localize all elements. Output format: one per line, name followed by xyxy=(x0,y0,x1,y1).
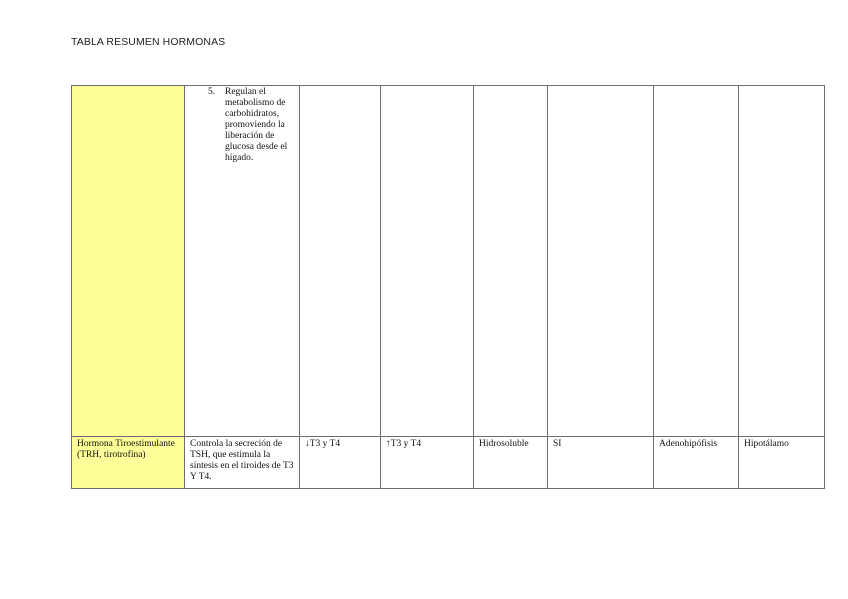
hormone-summary-table xyxy=(71,85,825,489)
solubility-cell: Hidrosoluble xyxy=(474,437,548,489)
origin-cell xyxy=(739,86,825,437)
function-cell xyxy=(185,86,300,437)
target-cell: Adenohipófisis xyxy=(654,437,739,489)
table-row xyxy=(72,437,825,489)
hormone-name-cell xyxy=(72,86,185,437)
solubility-cell xyxy=(474,86,548,437)
stimulus-cell: ↓T3 y T4 xyxy=(300,437,381,489)
flag-cell: SI xyxy=(548,437,654,489)
origin-cell: Hipotálamo xyxy=(739,437,825,489)
inhibition-cell xyxy=(381,86,474,437)
hormone-name-cell: Hormona Tiroestimulante (TRH, tirotrofina) xyxy=(72,437,185,489)
document-title: TABLA RESUMEN HORMONAS xyxy=(71,36,226,48)
list-text: Regulan el metabolismo de carbohidratos, promoviendo la liberación de glucosa desde el hígado. xyxy=(225,87,288,163)
list-item xyxy=(190,87,294,163)
list-number: 5. xyxy=(208,87,216,97)
table-row xyxy=(72,86,825,437)
flag-cell xyxy=(548,86,654,437)
target-cell xyxy=(654,86,739,437)
stimulus-cell xyxy=(300,86,381,437)
function-cell: Controla la secreción de TSH, que estimula la síntesis en el tiroides de T3 Y T4. xyxy=(185,437,300,489)
inhibition-cell: ↑T3 y T4 xyxy=(381,437,474,489)
